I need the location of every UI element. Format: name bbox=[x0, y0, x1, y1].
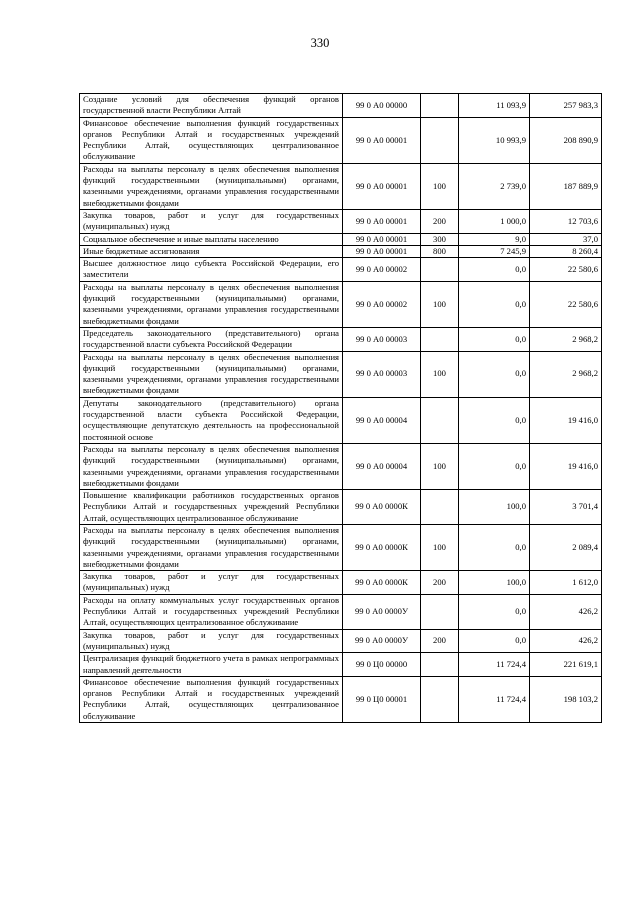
expense-name-cell: Расходы на выплаты персоналу в целях обеспечения выполнения функций государственными (муниципальными) органами, казенными учреждениями, органами управления государственными внебюджетными фондами bbox=[80, 443, 343, 489]
target-article-code-cell: 99 0 А0 00001 bbox=[343, 209, 421, 233]
expense-name-cell: Депутаты законодательного (представительного) органа государственной власти субъекта Российской Федерации, осуществляющие депутатскую деятельность на профессиональной постоянной основе bbox=[80, 397, 343, 443]
expense-name-cell: Высшее должностное лицо субъекта Российской Федерации, его заместители bbox=[80, 258, 343, 282]
target-article-code-cell: 99 0 А0 00004 bbox=[343, 443, 421, 489]
amount-cell-1: 11 093,9 bbox=[459, 94, 530, 118]
expense-type-cell bbox=[421, 327, 459, 351]
table-row bbox=[80, 524, 602, 570]
amount-cell-1: 0,0 bbox=[459, 258, 530, 282]
table-row bbox=[80, 233, 602, 245]
amount-cell-1: 0,0 bbox=[459, 443, 530, 489]
table-row bbox=[80, 594, 602, 629]
target-article-code-cell: 99 0 А0 0000У bbox=[343, 629, 421, 653]
expense-name-cell: Повышение квалификации работников государственных органов Республики Алтай и государственных учреждений Республики Алтай, осуществляющих централизованное обслуживание bbox=[80, 490, 343, 525]
amount-cell-1: 2 739,0 bbox=[459, 163, 530, 209]
target-article-code-cell: 99 0 А0 0000У bbox=[343, 594, 421, 629]
expense-type-cell: 200 bbox=[421, 209, 459, 233]
target-article-code-cell: 99 0 А0 00002 bbox=[343, 281, 421, 327]
amount-cell-2: 426,2 bbox=[530, 594, 602, 629]
expense-type-cell: 200 bbox=[421, 571, 459, 595]
expense-name-cell: Расходы на выплаты персоналу в целях обеспечения выполнения функций государственными (муниципальными) органами, казенными учреждениями, органами управления государственными внебюджетными фондами bbox=[80, 281, 343, 327]
target-article-code-cell: 99 0 А0 0000К bbox=[343, 571, 421, 595]
amount-cell-1: 0,0 bbox=[459, 594, 530, 629]
amount-cell-2: 8 260,4 bbox=[530, 245, 602, 257]
amount-cell-1: 9,0 bbox=[459, 233, 530, 245]
target-article-code-cell: 99 0 А0 00000 bbox=[343, 94, 421, 118]
amount-cell-2: 2 968,2 bbox=[530, 327, 602, 351]
amount-cell-1: 10 993,9 bbox=[459, 117, 530, 163]
amount-cell-2: 198 103,2 bbox=[530, 676, 602, 722]
amount-cell-1: 11 724,4 bbox=[459, 676, 530, 722]
expense-type-cell bbox=[421, 258, 459, 282]
table-row bbox=[80, 117, 602, 163]
expense-type-cell: 200 bbox=[421, 629, 459, 653]
amount-cell-2: 426,2 bbox=[530, 629, 602, 653]
target-article-code-cell: 99 0 А0 00003 bbox=[343, 351, 421, 397]
amount-cell-2: 257 983,3 bbox=[530, 94, 602, 118]
amount-cell-2: 208 890,9 bbox=[530, 117, 602, 163]
expense-type-cell bbox=[421, 397, 459, 443]
expense-type-cell bbox=[421, 490, 459, 525]
table-row bbox=[80, 443, 602, 489]
amount-cell-2: 2 968,2 bbox=[530, 351, 602, 397]
table-row bbox=[80, 94, 602, 118]
amount-cell-2: 19 416,0 bbox=[530, 443, 602, 489]
expense-type-cell bbox=[421, 594, 459, 629]
table-row bbox=[80, 653, 602, 677]
amount-cell-2: 37,0 bbox=[530, 233, 602, 245]
amount-cell-1: 0,0 bbox=[459, 397, 530, 443]
expense-type-cell bbox=[421, 94, 459, 118]
target-article-code-cell: 99 0 А0 00001 bbox=[343, 163, 421, 209]
target-article-code-cell: 99 0 А0 00002 bbox=[343, 258, 421, 282]
table-row bbox=[80, 571, 602, 595]
table-row bbox=[80, 327, 602, 351]
table-row bbox=[80, 209, 602, 233]
amount-cell-2: 1 612,0 bbox=[530, 571, 602, 595]
table-row bbox=[80, 397, 602, 443]
table-row bbox=[80, 245, 602, 257]
target-article-code-cell: 99 0 А0 00001 bbox=[343, 245, 421, 257]
table-row bbox=[80, 629, 602, 653]
expense-type-cell bbox=[421, 117, 459, 163]
expense-name-cell: Закупка товаров, работ и услуг для государственных (муниципальных) нужд bbox=[80, 571, 343, 595]
target-article-code-cell: 99 0 А0 00003 bbox=[343, 327, 421, 351]
expense-type-cell bbox=[421, 676, 459, 722]
amount-cell-2: 22 580,6 bbox=[530, 258, 602, 282]
amount-cell-2: 22 580,6 bbox=[530, 281, 602, 327]
amount-cell-1: 0,0 bbox=[459, 524, 530, 570]
target-article-code-cell: 99 0 Ц0 00000 bbox=[343, 653, 421, 677]
budget-table-body bbox=[80, 94, 602, 723]
expense-name-cell: Социальное обеспечение и иные выплаты населению bbox=[80, 233, 343, 245]
amount-cell-2: 3 701,4 bbox=[530, 490, 602, 525]
amount-cell-2: 12 703,6 bbox=[530, 209, 602, 233]
amount-cell-2: 19 416,0 bbox=[530, 397, 602, 443]
expense-name-cell: Финансовое обеспечение выполнения функций государственных органов Республики Алтай и государственных учреждений Республики Алтай, осуществляющих централизованное обслуживание bbox=[80, 117, 343, 163]
amount-cell-1: 1 000,0 bbox=[459, 209, 530, 233]
expense-name-cell: Расходы на выплаты персоналу в целях обеспечения выполнения функций государственными (муниципальными) органами, казенными учреждениями, органами управления государственными внебюджетными фондами bbox=[80, 163, 343, 209]
amount-cell-1: 0,0 bbox=[459, 629, 530, 653]
expense-type-cell: 100 bbox=[421, 443, 459, 489]
target-article-code-cell: 99 0 А0 0000К bbox=[343, 490, 421, 525]
amount-cell-1: 100,0 bbox=[459, 490, 530, 525]
amount-cell-1: 0,0 bbox=[459, 351, 530, 397]
table-row bbox=[80, 490, 602, 525]
expense-name-cell: Закупка товаров, работ и услуг для государственных (муниципальных) нужд bbox=[80, 629, 343, 653]
table-row bbox=[80, 163, 602, 209]
amount-cell-1: 11 724,4 bbox=[459, 653, 530, 677]
amount-cell-2: 2 089,4 bbox=[530, 524, 602, 570]
amount-cell-1: 7 245,9 bbox=[459, 245, 530, 257]
table-row bbox=[80, 258, 602, 282]
expense-name-cell: Создание условий для обеспечения функций органов государственной власти Республики Алтай bbox=[80, 94, 343, 118]
expense-type-cell: 100 bbox=[421, 281, 459, 327]
page-number: 330 bbox=[310, 36, 330, 50]
target-article-code-cell: 99 0 А0 00004 bbox=[343, 397, 421, 443]
target-article-code-cell: 99 0 А0 0000К bbox=[343, 524, 421, 570]
expense-name-cell: Иные бюджетные ассигнования bbox=[80, 245, 343, 257]
amount-cell-2: 187 889,9 bbox=[530, 163, 602, 209]
expense-type-cell: 100 bbox=[421, 351, 459, 397]
target-article-code-cell: 99 0 А0 00001 bbox=[343, 233, 421, 245]
expense-name-cell: Централизация функций бюджетного учета в рамках непрограммных направлений деятельности bbox=[80, 653, 343, 677]
amount-cell-1: 0,0 bbox=[459, 281, 530, 327]
expense-name-cell: Финансовое обеспечение выполнения функций государственных органов Республики Алтай и государственных учреждений Республики Алтай, осуществляющих централизованное обслуживание bbox=[80, 676, 343, 722]
expense-name-cell: Закупка товаров, работ и услуг для государственных (муниципальных) нужд bbox=[80, 209, 343, 233]
expense-name-cell: Расходы на оплату коммунальных услуг государственных органов Республики Алтай и государственных учреждений Республики Алтай, осуществляющих централизованное обслуживание bbox=[80, 594, 343, 629]
expense-type-cell: 100 bbox=[421, 163, 459, 209]
amount-cell-2: 221 619,1 bbox=[530, 653, 602, 677]
table-row bbox=[80, 676, 602, 722]
target-article-code-cell: 99 0 Ц0 00001 bbox=[343, 676, 421, 722]
amount-cell-1: 0,0 bbox=[459, 327, 530, 351]
expense-type-cell: 300 bbox=[421, 233, 459, 245]
budget-table bbox=[79, 93, 602, 723]
amount-cell-1: 100,0 bbox=[459, 571, 530, 595]
target-article-code-cell: 99 0 А0 00001 bbox=[343, 117, 421, 163]
table-row bbox=[80, 351, 602, 397]
expense-type-cell: 100 bbox=[421, 524, 459, 570]
expense-name-cell: Расходы на выплаты персоналу в целях обеспечения выполнения функций государственными (муниципальными) органами, казенными учреждениями, органами управления государственными внебюджетными фондами bbox=[80, 351, 343, 397]
expense-type-cell bbox=[421, 653, 459, 677]
expense-name-cell: Председатель законодательного (представительного) органа государственной власти субъекта Российской Федерации bbox=[80, 327, 343, 351]
expense-name-cell: Расходы на выплаты персоналу в целях обеспечения выполнения функций государственными (муниципальными) органами, казенными учреждениями, органами управления государственными внебюджетными фондами bbox=[80, 524, 343, 570]
table-row bbox=[80, 281, 602, 327]
expense-type-cell: 800 bbox=[421, 245, 459, 257]
